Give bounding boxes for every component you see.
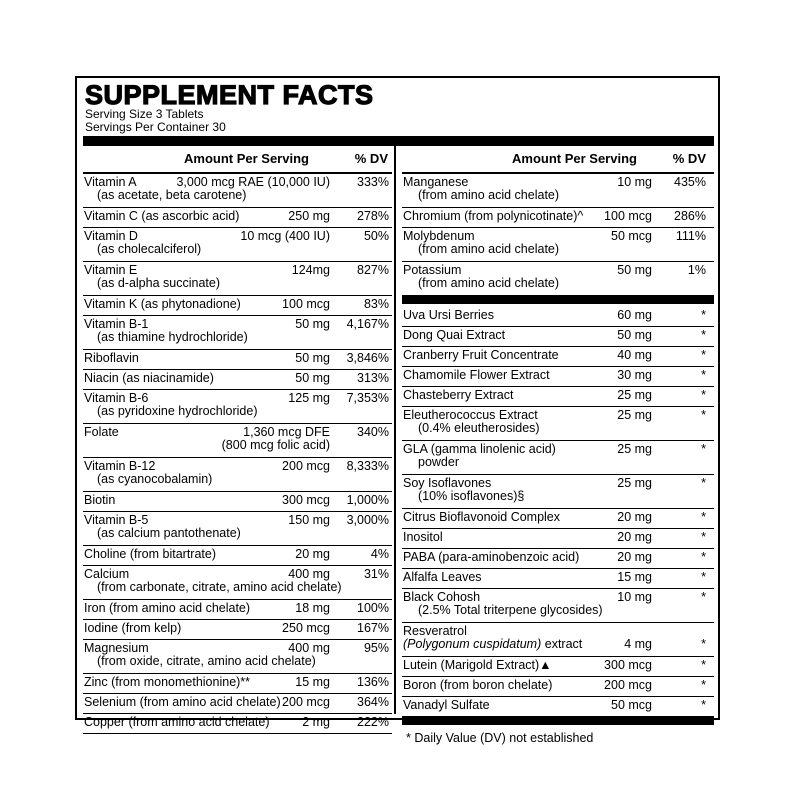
- nutrient-row: [83, 620, 392, 640]
- nutrient-dv: *: [701, 308, 706, 322]
- nutrient-name: Vitamin D: [84, 229, 138, 243]
- nutrient-name: Vitamin C (as ascorbic acid): [84, 209, 240, 223]
- nutrient-amount: 10 mg: [617, 175, 652, 189]
- nutrient-row: [83, 600, 392, 620]
- nutrient-row: [83, 370, 392, 390]
- nutrient-amount: 50 mcg: [611, 698, 652, 712]
- nutrient-amount: 20 mg: [617, 550, 652, 564]
- nutrient-row: [83, 458, 392, 492]
- nutrient-dv: 50%: [363, 229, 389, 243]
- top-divider-bar: [83, 136, 714, 146]
- nutrient-name: Vitamin B-6: [84, 391, 149, 405]
- nutrient-name: GLA (gamma linolenic acid): [403, 442, 556, 456]
- nutrient-row: [402, 228, 714, 262]
- nutrient-row: [402, 509, 714, 529]
- nutrient-name: Chamomile Flower Extract: [403, 368, 550, 382]
- nutrient-name: Vanadyl Sulfate: [403, 698, 490, 712]
- nutrient-dv: 3,000%: [346, 513, 389, 527]
- section-divider-bar: [402, 717, 714, 725]
- nutrient-amount: 150 mg: [288, 513, 330, 527]
- nutrient-row: [83, 262, 392, 296]
- nutrient-row: [83, 390, 392, 424]
- nutrient-dv: 364%: [357, 695, 389, 709]
- nutrient-amount: 40 mg: [617, 348, 652, 362]
- nutrient-amount: 50 mg: [617, 328, 652, 342]
- nutrient-row: [83, 566, 392, 600]
- nutrient-source: (as calcium pantothenate): [97, 526, 241, 540]
- nutrient-row: [83, 350, 392, 370]
- nutrient-amount: 400 mg: [288, 567, 330, 581]
- nutrient-amount: 50 mg: [295, 371, 330, 385]
- nutrient-row: [83, 492, 392, 512]
- nutrient-dv: *: [701, 698, 706, 712]
- nutrient-row: [83, 512, 392, 546]
- servings-per-container: Servings Per Container 30: [85, 120, 226, 134]
- nutrient-row: [83, 228, 392, 262]
- nutrient-dv: 1,000%: [346, 493, 389, 507]
- nutrient-source: (as d-alpha succinate): [97, 276, 220, 290]
- right-column-header: [402, 146, 714, 174]
- nutrient-amount: 124mg: [291, 263, 330, 277]
- nutrient-amount: 25 mg: [617, 442, 652, 456]
- nutrient-amount: 3,000 mcg RAE (10,000 IU): [176, 175, 330, 189]
- nutrient-name: Niacin (as niacinamide): [84, 371, 214, 385]
- nutrient-amount: 250 mcg: [282, 621, 330, 635]
- nutrient-source-latin: (Polygonum cuspidatum): [403, 637, 542, 651]
- nutrient-row: [402, 407, 714, 441]
- nutrient-dv: *: [701, 510, 706, 524]
- nutrient-row: [402, 549, 714, 569]
- nutrient-name: Manganese: [403, 175, 469, 189]
- nutrient-source: [403, 637, 582, 651]
- nutrient-amount: 300 mcg: [604, 658, 652, 672]
- nutrient-source: (2.5% Total triterpene glycosides): [418, 603, 603, 617]
- nutrient-dv: 435%: [674, 175, 706, 189]
- nutrient-name: Vitamin B-5: [84, 513, 149, 527]
- nutrient-row: [83, 174, 392, 208]
- nutrient-amount: 50 mg: [295, 317, 330, 331]
- nutrient-dv: 7,353%: [346, 391, 389, 405]
- nutrient-row: [83, 296, 392, 316]
- amount-header: Amount Per Serving: [512, 151, 637, 166]
- nutrient-row: [83, 640, 392, 674]
- nutrient-amount: 250 mg: [288, 209, 330, 223]
- nutrient-name: Riboflavin: [84, 351, 139, 365]
- nutrient-row: [402, 697, 714, 717]
- nutrient-source: (from oxide, citrate, amino acid chelate): [97, 654, 316, 668]
- nutrient-source: (as pyridoxine hydrochloride): [97, 404, 258, 418]
- nutrient-dv: *: [701, 550, 706, 564]
- nutrient-row: [402, 327, 714, 347]
- nutrient-dv: 8,333%: [346, 459, 389, 473]
- nutrient-name: Zinc (from monomethionine)**: [84, 675, 251, 689]
- nutrient-dv: 827%: [357, 263, 389, 277]
- nutrient-name: Vitamin A: [84, 175, 137, 189]
- nutrient-name: Copper (from amino acid chelate): [84, 715, 270, 729]
- serving-size: Serving Size 3 Tablets: [85, 107, 204, 121]
- nutrient-name: Resveratrol: [403, 624, 467, 638]
- nutrient-amount: 60 mg: [617, 308, 652, 322]
- nutrient-dv: 313%: [357, 371, 389, 385]
- nutrient-name: Calcium: [84, 567, 130, 581]
- nutrient-dv: 340%: [357, 425, 389, 439]
- nutrient-dv: 136%: [357, 675, 389, 689]
- nutrient-amount: 100 mcg: [282, 297, 330, 311]
- nutrient-amount: 50 mg: [617, 263, 652, 277]
- nutrient-dv: 222%: [357, 715, 389, 729]
- nutrient-name: Potassium: [403, 263, 462, 277]
- nutrient-row: [83, 674, 392, 694]
- nutrient-amount: 20 mg: [617, 530, 652, 544]
- nutrient-row: [402, 569, 714, 589]
- nutrient-name: Folate: [84, 425, 119, 439]
- nutrient-dv: *: [701, 658, 706, 672]
- nutrient-name: Magnesium: [84, 641, 149, 655]
- dv-header: % DV: [672, 151, 706, 166]
- nutrient-amount: 50 mcg: [611, 229, 652, 243]
- nutrient-name: Cranberry Fruit Concentrate: [403, 348, 559, 362]
- nutrient-dv: 83%: [363, 297, 389, 311]
- nutrient-name: Soy Isoflavones: [403, 476, 492, 490]
- nutrient-dv: 333%: [357, 175, 389, 189]
- nutrient-name: Inositol: [403, 530, 443, 544]
- nutrient-dv: *: [701, 530, 706, 544]
- nutrient-row: [402, 208, 714, 228]
- nutrient-amount: 200 mcg: [282, 459, 330, 473]
- nutrient-source: (as thiamine hydrochloride): [97, 330, 248, 344]
- supplement-facts-panel: [75, 76, 720, 745]
- nutrient-amount: 200 mcg: [604, 678, 652, 692]
- nutrient-name: Vitamin E: [84, 263, 138, 277]
- nutrient-name: PABA (para-aminobenzoic acid): [403, 550, 580, 564]
- nutrient-dv: *: [701, 368, 706, 382]
- nutrient-dv: *: [701, 590, 706, 604]
- nutrient-amount: 100 mcg: [604, 209, 652, 223]
- nutrient-dv: 100%: [357, 601, 389, 615]
- nutrient-amount: 1,360 mcg DFE: [243, 425, 330, 439]
- nutrient-row: [402, 475, 714, 509]
- nutrient-dv: 167%: [357, 621, 389, 635]
- nutrient-row: [402, 174, 714, 208]
- nutrient-amount: 20 mg: [295, 547, 330, 561]
- column-divider: [394, 146, 396, 714]
- nutrient-row: [402, 529, 714, 549]
- nutrient-name: Iodine (from kelp): [84, 621, 182, 635]
- nutrient-name: Biotin: [84, 493, 116, 507]
- nutrient-dv: 1%: [687, 263, 706, 277]
- nutrient-name: Chasteberry Extract: [403, 388, 514, 402]
- nutrient-amount: 15 mg: [617, 570, 652, 584]
- nutrient-source-tail: extract: [541, 637, 583, 651]
- nutrient-name: Uva Ursi Berries: [403, 308, 494, 322]
- footnote: * Daily Value (DV) not established: [406, 731, 594, 745]
- nutrient-amount: 25 mg: [617, 388, 652, 402]
- nutrient-name: Eleutherococcus Extract: [403, 408, 538, 422]
- nutrient-amount: 10 mcg (400 IU): [240, 229, 330, 243]
- nutrient-amount: 200 mcg: [282, 695, 330, 709]
- nutrient-source: (as cyanocobalamin): [97, 472, 213, 486]
- nutrient-amount: 300 mcg: [282, 493, 330, 507]
- nutrient-source: (from amino acid chelate): [418, 242, 560, 256]
- left-column-header: [83, 146, 392, 174]
- nutrient-source: (10% isoflavones)§: [418, 489, 525, 503]
- nutrient-name: Vitamin K (as phytonadione): [84, 297, 241, 311]
- nutrient-row: [402, 367, 714, 387]
- nutrient-row: [402, 623, 714, 657]
- nutrient-row: [83, 714, 392, 734]
- nutrient-dv: 4%: [370, 547, 389, 561]
- nutrient-source: (from amino acid chelate): [418, 188, 560, 202]
- nutrient-name: Boron (from boron chelate): [403, 678, 553, 692]
- nutrient-dv: *: [701, 476, 706, 490]
- nutrient-source: powder: [418, 455, 459, 469]
- nutrient-dv: *: [701, 388, 706, 402]
- nutrient-name: Vitamin B-1: [84, 317, 149, 331]
- nutrient-row: [83, 424, 392, 458]
- nutrient-name: Vitamin B-12: [84, 459, 156, 473]
- section-divider-bar: [402, 296, 714, 304]
- nutrient-row: [83, 546, 392, 566]
- nutrient-dv: 95%: [363, 641, 389, 655]
- nutrient-amount: 18 mg: [295, 601, 330, 615]
- nutrient-amount: 15 mg: [295, 675, 330, 689]
- nutrient-name: Selenium (from amino acid chelate): [84, 695, 281, 709]
- nutrient-amount: 400 mg: [288, 641, 330, 655]
- nutrient-dv: *: [701, 637, 706, 651]
- nutrient-row: [83, 694, 392, 714]
- nutrient-amount: 20 mg: [617, 510, 652, 524]
- nutrient-source: (from amino acid chelate): [418, 276, 560, 290]
- nutrient-dv: *: [701, 678, 706, 692]
- nutrient-dv: *: [701, 328, 706, 342]
- nutrient-amount: 4 mg: [624, 637, 652, 651]
- nutrient-dv: 4,167%: [346, 317, 389, 331]
- nutrient-amount: 50 mg: [295, 351, 330, 365]
- nutrient-dv: 31%: [363, 567, 389, 581]
- nutrient-amount: 25 mg: [617, 408, 652, 422]
- nutrient-row: [83, 208, 392, 228]
- nutrient-source: (0.4% eleutherosides): [418, 421, 540, 435]
- nutrient-source: (800 mcg folic acid): [221, 438, 330, 452]
- nutrient-name: Alfalfa Leaves: [403, 570, 482, 584]
- panel-title: SUPPLEMENT FACTS: [85, 80, 374, 110]
- nutrient-source: (as cholecalciferol): [97, 242, 202, 256]
- nutrient-row: [83, 316, 392, 350]
- nutrient-row: [402, 347, 714, 367]
- nutrient-dv: *: [701, 348, 706, 362]
- nutrient-dv: 3,846%: [346, 351, 389, 365]
- nutrient-amount: 10 mg: [617, 590, 652, 604]
- nutrient-row: [402, 387, 714, 407]
- nutrient-dv: *: [701, 408, 706, 422]
- nutrient-source: (from carbonate, citrate, amino acid chelate): [97, 580, 342, 594]
- nutrient-dv: 286%: [674, 209, 706, 223]
- nutrient-amount: 2 mg: [302, 715, 330, 729]
- nutrient-name: Molybdenum: [403, 229, 475, 243]
- dv-header: % DV: [354, 151, 388, 166]
- nutrient-source: (as acetate, beta carotene): [97, 188, 247, 202]
- nutrient-dv: 111%: [675, 229, 706, 243]
- nutrient-name: Dong Quai Extract: [403, 328, 506, 342]
- nutrient-row: [402, 589, 714, 623]
- nutrient-row: [402, 657, 714, 677]
- nutrient-row: [402, 677, 714, 697]
- nutrient-dv: *: [701, 570, 706, 584]
- nutrient-dv: *: [701, 442, 706, 456]
- amount-header: Amount Per Serving: [184, 151, 309, 166]
- nutrient-row: [402, 262, 714, 296]
- nutrient-name: Citrus Bioflavonoid Complex: [403, 510, 561, 524]
- nutrient-name: Black Cohosh: [403, 590, 481, 604]
- nutrient-amount: 25 mg: [617, 476, 652, 490]
- nutrient-amount: 125 mg: [288, 391, 330, 405]
- nutrient-amount: 30 mg: [617, 368, 652, 382]
- nutrient-row: [402, 441, 714, 475]
- nutrient-name: Choline (from bitartrate): [84, 547, 216, 561]
- nutrient-dv: 278%: [357, 209, 389, 223]
- nutrient-row: [402, 307, 714, 327]
- nutrient-name: Lutein (Marigold Extract)▲: [403, 658, 552, 672]
- nutrient-name: Chromium (from polynicotinate)^: [403, 209, 584, 223]
- nutrient-name: Iron (from amino acid chelate): [84, 601, 251, 615]
